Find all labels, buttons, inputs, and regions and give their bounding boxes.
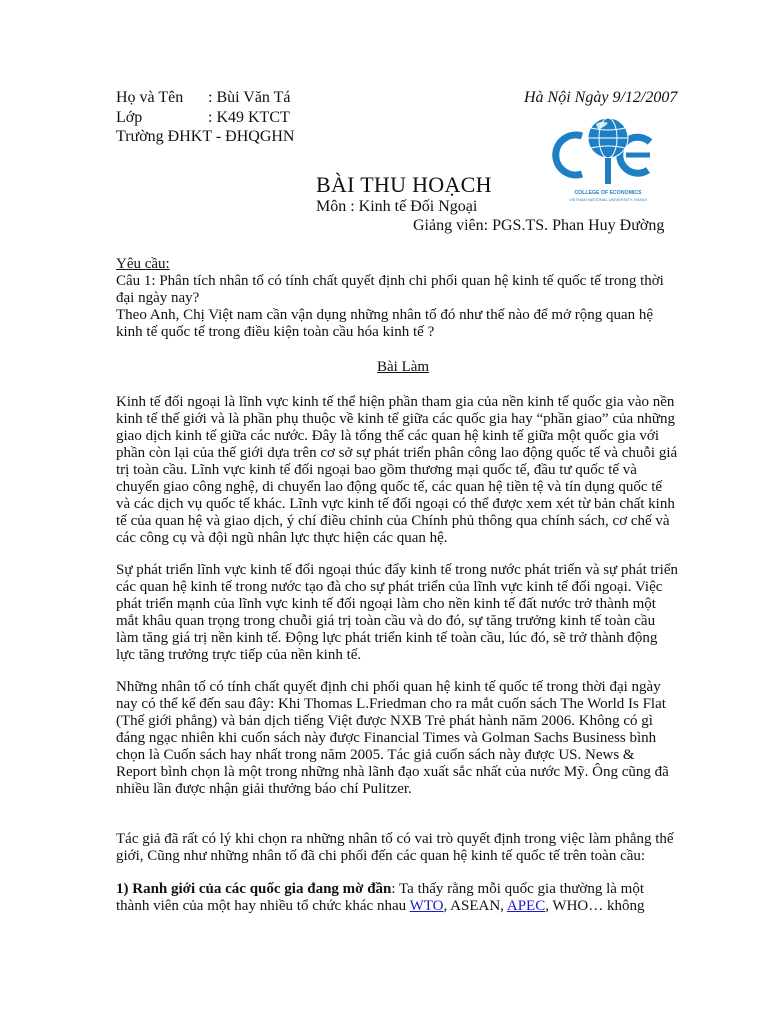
requirements-line: đại ngày nay? [116, 290, 200, 306]
lecturer-line: Giảng viên: PGS.TS. Phan Huy Đường [413, 217, 665, 234]
paragraph-line: Sự phát triển lĩnh vực kinh tế đối ngoại thúc đẩy kinh tế trong nước phát triển và sự phát triển [116, 562, 679, 578]
paragraph-line: tế của quan hệ và giao dịch, ý chí điều chỉnh của Chính phủ thông qua chính sách, cơ chế và [116, 513, 670, 529]
section-heading: Bài Làm [377, 359, 430, 375]
name-label: Họ và Tên [116, 89, 184, 106]
logo-text-line1: COLLEGE OF ECONOMICS [574, 190, 642, 196]
paragraph-line: trị toàn cầu. Lĩnh vực kinh tế đối ngoại bao gồm thương mại quốc tế, đầu tư quốc tế và [116, 462, 637, 478]
logo-text-line2: VIETNAM NATIONAL UNIVERSITY, HANOI [569, 197, 647, 202]
requirements-heading: Yêu cầu: [116, 256, 170, 272]
paragraph-line: nhiều lần được nhận giải thưởng báo chí Pulitzer. [116, 781, 412, 797]
point-1-text-start: thành viên của một hay nhiều tổ chức khác nhau [116, 898, 410, 914]
class-value: : K49 KTCT [208, 109, 290, 126]
paragraph-line: làm tăng giá trị nền kinh tế. Động lực phát triển kinh tế toàn cầu, lúc đó, sẽ trở thành động [116, 630, 658, 646]
point-1-line-1 [116, 881, 700, 898]
document-date: Hà Nội Ngày 9/12/2007 [524, 89, 678, 106]
paragraph-line: mắt khâu quan trọng trong chuỗi giá trị toàn cầu và do đó, sự tăng trưởng kinh tế toàn cầu [116, 613, 656, 629]
school-name: Trường ĐHKT - ĐHQGHN [116, 128, 295, 145]
requirements-line: Theo Anh, Chị Việt nam cần vận dụng những nhân tố đó như thế nào để mở rộng quan hệ [116, 307, 654, 323]
college-logo [552, 108, 664, 208]
paragraph-line: phát triển mạnh của lĩnh vực kinh tế đối ngoại làm cho nền kinh tế đất nước trở thành một [116, 596, 656, 612]
paragraph-line: Kinh tế đối ngoại là lĩnh vực kinh tế thể hiện phần tham gia của nền kinh tế quốc gia vào nền [116, 394, 675, 410]
subject-line: Môn : Kinh tế Đối Ngoại [316, 198, 478, 215]
paragraph-line: Tác giả đã rất có lý khi chọn ra những nhân tố có vai trò quyết định trong việc làm phẳng thế [116, 831, 674, 847]
paragraph-line: các công cụ và đội ngũ nhân lực thực hiện các quan hệ. [116, 530, 448, 546]
paragraph-3 [116, 679, 700, 798]
wto-link[interactable]: WTO [409, 898, 444, 914]
name-value: : Bùi Văn Tá [208, 89, 291, 106]
paragraph-line: giới, Cũng như những nhân tố đã chi phối đến các quan hệ kinh tế quốc tế trên toàn cầu: [116, 848, 646, 864]
point-1-heading: 1) Ranh giới của các quốc gia đang mờ đần [116, 881, 392, 897]
class-label: Lớp [116, 109, 143, 126]
paragraph-line: Những nhân tố có tính chất quyết định chi phối quan hệ kinh tế quốc tế trong thời đại ngày [116, 679, 661, 695]
paragraph-line: các quan hệ kinh tế trong nước tạo đà cho sự phát triển của lĩnh vực kinh tế đối ngoại. Việc [116, 579, 663, 595]
requirements-text [116, 273, 700, 341]
document-title: BÀI THU HOẠCH [316, 172, 492, 197]
college-logo-graphic [552, 108, 664, 208]
paragraph-line: kinh tế thế giới và là phần phụ thuộc về kinh tế giữa các quốc gia hay “phần giao” của những [116, 411, 676, 427]
paragraph-line: và các dịch vụ quốc tế khác. Lĩnh vực kinh tế đối ngoại có thể được xem xét từ bản chất kinh [116, 496, 675, 512]
paragraph-line: chọn là Cuốn sách hay nhất trong năm 2005. Tác giả cuốn sách này được US. News & [116, 747, 635, 763]
paragraph-line: Report bình chọn là một trong những nhà lãnh đạo xuất sắc nhất của nước Mỹ. Ông cũng đã [116, 764, 669, 780]
requirements-line: Câu 1: Phân tích nhân tố có tính chất quyết định chi phối quan hệ kinh tế quốc tế trong thời [116, 273, 664, 289]
paragraph-line: phần còn lại của thế giới dựa trên cơ sở sự phát triển phân công lao động quốc tế và chuỗi giá [116, 445, 678, 461]
requirements-line: kinh tế quốc tế trong điều kiện toàn cầu hóa kinh tế ? [116, 324, 435, 340]
point-1-separator: , ASEAN, [443, 898, 507, 914]
point-1 [116, 881, 700, 915]
paragraph-2 [116, 562, 700, 664]
paragraph-line: lực tăng trưởng trực tiếp của nền kinh tế. [116, 647, 362, 663]
paragraph-1 [116, 394, 700, 547]
paragraph-4 [116, 831, 700, 865]
apec-link[interactable]: APEC [506, 898, 546, 914]
paragraph-line: nay có thể kể đến sau đây: Khi Thomas L.Friedman cho ra mắt cuốn sách The World Is Flat [116, 696, 666, 712]
paragraph-line: giao dịch kinh tế giữa các nước. Đây là tổng thể các quan hệ kinh tế giữa một quốc gia với [116, 428, 660, 444]
paragraph-line: chuyển giao công nghệ, di chuyển lao động quốc tế, các quan hệ tiền tệ và tín dụng quốc tế [116, 479, 663, 495]
point-1-line-2 [116, 898, 700, 915]
point-1-text-end: , WHO… không [545, 898, 645, 914]
point-1-text: : Ta thấy rằng mỗi quốc gia thường là một [391, 881, 645, 897]
paragraph-line: đáng ngạc nhiên khi cuốn sách này được Financial Times và Golman Sachs Business bình [116, 730, 657, 746]
paragraph-line: (Thế giới phẳng) và bản dịch tiếng Việt được NXB Trẻ phát hành năm 2006. Không có gì [116, 713, 653, 729]
